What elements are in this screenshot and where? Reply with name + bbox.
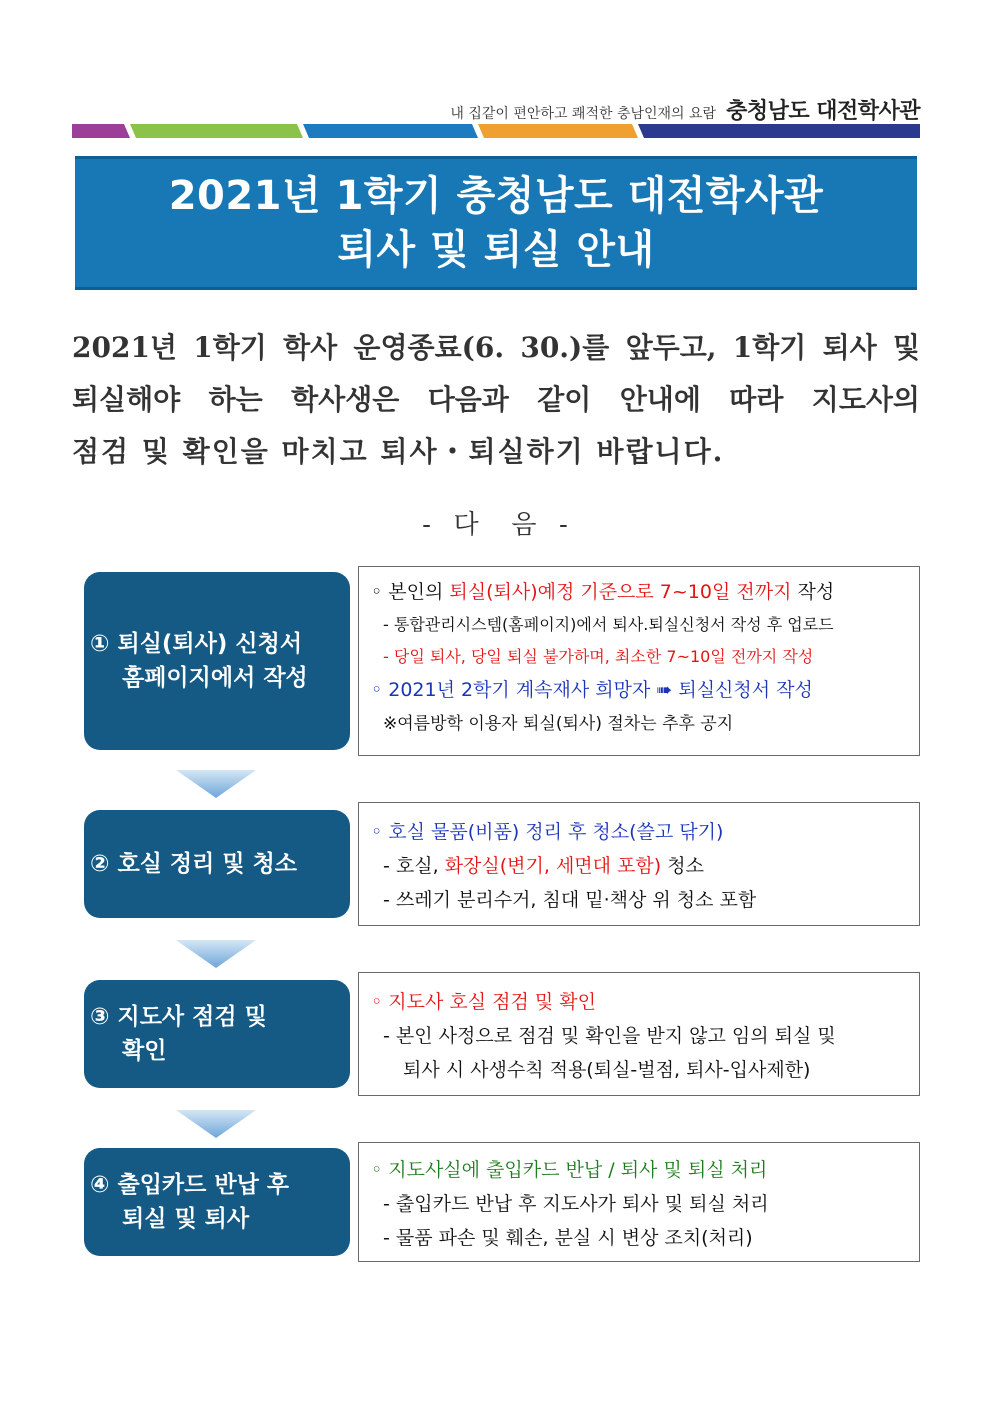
header-brand: 충청남도 대전학사관 <box>726 99 920 124</box>
step-2-details <box>358 802 920 926</box>
header-color-stripe <box>72 124 920 138</box>
step-4-row-2: - 출입카드 반납 후 지도사가 퇴사 및 퇴실 처리 <box>383 1193 769 1215</box>
step-2-row-3: - 쓰레기 분리수거, 침대 밑·책상 위 청소 포함 <box>383 889 757 911</box>
step-1-row-1: ◦ 본인의 퇴실(퇴사)예정 기준으로 7~10일 전까지 작성 <box>371 581 835 603</box>
step-1-label-line-2: 홈페이지에서 작성 <box>122 665 308 691</box>
step-3-label-line-2: 확인 <box>122 1038 167 1064</box>
intro-line-2: 퇴실해야 하는 학사생은 다음과 같이 안내에 따라 지도사의 <box>72 383 920 416</box>
step-4-label-line-2: 퇴실 및 퇴사 <box>122 1206 250 1232</box>
step-3-details <box>358 972 920 1096</box>
step-4-label <box>84 1148 350 1256</box>
stripe-blue <box>303 124 478 138</box>
header-slogan: 내 집같이 편안하고 쾌적한 충남인재의 요람 <box>450 106 717 122</box>
stripe-orange <box>478 124 638 138</box>
stripe-navy <box>638 124 920 138</box>
step-4-row-1: ◦ 지도사실에 출입카드 반납 / 퇴사 및 퇴실 처리 <box>371 1159 768 1181</box>
step-1-label-line-1: ① 퇴실(퇴사) 신청서 <box>90 631 303 657</box>
stripe-green <box>130 124 303 138</box>
step-1-row-5: ※여름방학 이용자 퇴실(퇴사) 절차는 추후 공지 <box>383 714 734 734</box>
step-1-row-4: ◦ 2021년 2학기 계속재사 희망자 ➠ 퇴실신청서 작성 <box>371 679 813 701</box>
down-arrow-icon <box>176 1110 256 1138</box>
step-1-details <box>358 566 920 756</box>
step-4-details <box>358 1142 920 1262</box>
step-1-row-3: - 당일 퇴사, 당일 퇴실 불가하며, 최소한 7~10일 전까지 작성 <box>383 647 814 666</box>
intro-paragraph <box>72 322 920 478</box>
down-arrow-icon <box>176 940 256 968</box>
step-1-row-2: - 통합관리시스템(홈페이지)에서 퇴사.퇴실신청서 작성 후 업로드 <box>383 615 834 634</box>
step-3-row-2: - 본인 사정으로 점검 및 확인을 받지 않고 임의 퇴실 및 <box>383 1025 836 1047</box>
intro-line-1: 2021년 1학기 학사 운영종료(6. 30.)를 앞두고, 1학기 퇴사 및 <box>72 331 920 364</box>
step-1-label <box>84 572 350 750</box>
down-arrow-icon <box>176 770 256 798</box>
step-3-label <box>84 980 350 1088</box>
title-line-2: 퇴사 및 퇴실 안내 <box>337 227 655 273</box>
intro-line-3: 점검 및 확인을 마치고 퇴사・퇴실하기 바랍니다. <box>72 435 725 468</box>
step-2-row-1: ◦ 호실 물품(비품) 정리 후 청소(쓸고 닦기) <box>371 821 724 843</box>
step-2-label-line-1: ② 호실 정리 및 청소 <box>90 851 298 877</box>
section-heading-daeum: - 다 음 - <box>422 510 570 540</box>
stripe-purple <box>72 124 130 138</box>
title-banner <box>75 156 917 290</box>
step-4-label-line-1: ④ 출입카드 반납 후 <box>90 1172 290 1198</box>
step-4-row-3: - 물품 파손 및 훼손, 분실 시 변상 조치(처리) <box>383 1227 753 1249</box>
header-tagline <box>450 94 920 126</box>
step-2-label <box>84 810 350 918</box>
step-2-row-2: - 호실, 화장실(변기, 세면대 포함) 청소 <box>383 855 704 877</box>
step-3-row-3: 퇴사 시 사생수칙 적용(퇴실-벌점, 퇴사-입사제한) <box>403 1059 811 1081</box>
step-3-row-1: ◦ 지도사 호실 점검 및 확인 <box>371 991 596 1013</box>
step-3-label-line-1: ③ 지도사 점검 및 <box>90 1004 267 1030</box>
title-line-1: 2021년 1학기 충청남도 대전학사관 <box>168 173 824 219</box>
